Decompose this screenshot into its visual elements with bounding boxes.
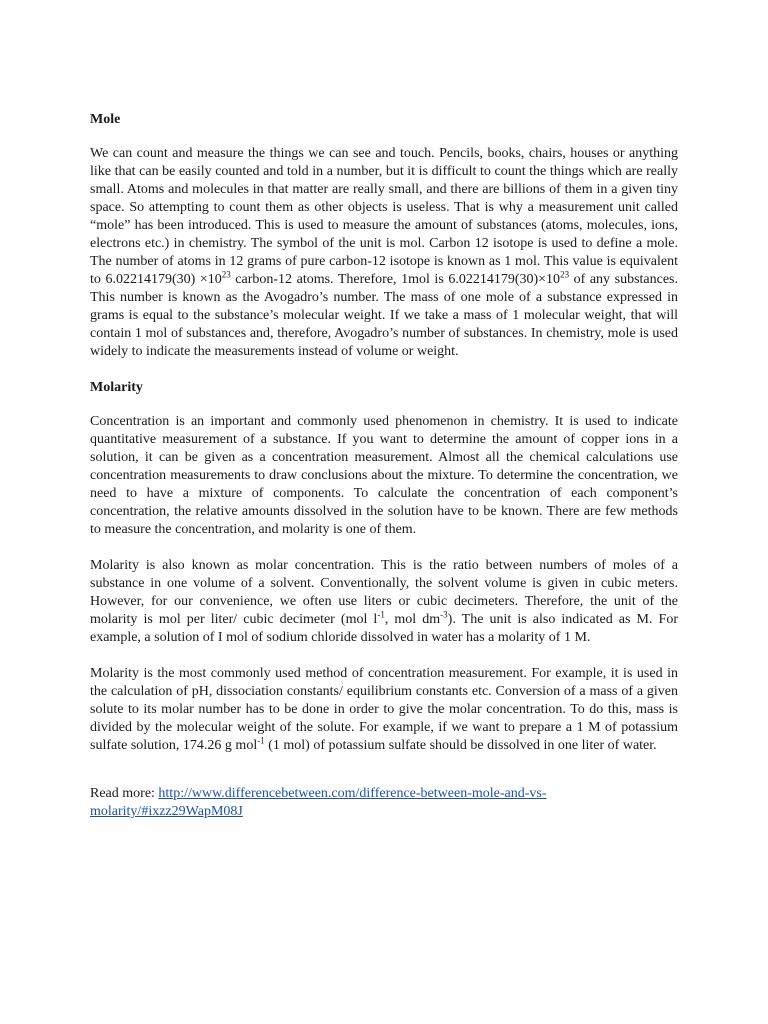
text-run: Molarity is the most commonly used method of concentration measurement. For example, it is used in the calculation of pH, dissociation constants/ equilibrium constants etc. Conversion of a mass of a given solute to its molar number has to be done in order to give the molar concentration. To do this, mass is divided by the molecular weight of the solute. For example, if we want to prepare a 1 M of potassium sulfate solution, 174.26 g mol bbox=[90, 666, 678, 753]
read-more bbox=[90, 785, 678, 821]
superscript: -1 bbox=[257, 735, 265, 746]
heading-molarity: Molarity bbox=[90, 380, 143, 395]
heading-mole: Mole bbox=[90, 112, 121, 127]
text-run: ). The unit is also indicated as M. For example, a solution of I mol of sodium chloride dissolved in water has a molarity of 1 M. bbox=[90, 612, 678, 645]
superscript: 23 bbox=[221, 269, 231, 280]
text-run: carbon-12 atoms. Therefore, 1mol is 6.02214179(30)×10 bbox=[230, 272, 561, 287]
paragraph-molarity-2 bbox=[90, 557, 678, 647]
document-page bbox=[90, 111, 678, 821]
superscript: -1 bbox=[377, 609, 385, 620]
text-run: (1 mol) of potassium sulfate should be dissolved in one liter of water. bbox=[264, 738, 657, 753]
source-link[interactable]: http://www.differencebetween.com/difference-between-mole-and-vs-molarity/#ixzz29WapM08J bbox=[90, 786, 547, 819]
read-more-label: Read more: bbox=[90, 786, 159, 801]
text-run: Molarity is also known as molar concentration. This is the ratio between numbers of moles of a substance in one volume of a solvent. Conventionally, the solvent volume is given in cubic meters. However, for our convenience, we often use liters or cubic decimeters. Therefore, the unit of the molarity is mol per liter/ cubic decimeter (mol l bbox=[90, 558, 678, 627]
text-run: , mol dm bbox=[384, 612, 441, 627]
text-run: We can count and measure the things we can see and touch. Pencils, books, chairs, houses or anything like that can be easily counted and told in a number, but it is difficult to count the things which are really small. Atoms and molecules in that matter are really small, and there are billions of them in a given tiny space. So attempting to count them as other objects is useless. That is why a measurement unit called “mole” has been introduced. This is used to measure the amount of substances (atoms, molecules, ions, electrons etc.) in chemistry. The symbol of the unit is mol. Carbon 12 isotope is used to define a mole. The number of atoms in 12 grams of pure carbon-12 isotope is known as 1 mol. This value is equivalent to 6.02214179(30) ×10 bbox=[90, 146, 678, 287]
paragraph-molarity-1: Concentration is an important and commonly used phenomenon in chemistry. It is used to indicate quantitative measurement of a substance. If you want to determine the amount of copper ions in a solution, it can be given as a concentration measurement. Almost all the chemical calculations use concentration measurements to draw conclusions about the mixture. To determine the concentration, we need to have a mixture of components. To calculate the concentration of each component’s concentration, the relative amounts dissolved in the solution have to be known. There are few methods to measure the concentration, and molarity is one of them. bbox=[90, 414, 678, 537]
paragraph-molarity-3 bbox=[90, 665, 678, 755]
paragraph-mole bbox=[90, 145, 678, 361]
superscript: -3 bbox=[440, 609, 448, 620]
text-run: of any substances. This number is known as the Avogadro’s number. The mass of one mole of a substance expressed in grams is equal to the substance’s molecular weight. If we take a mass of 1 molecular weight, that will contain 1 mol of substances and, therefore, Avogadro’s number of substances. In chemistry, mole is used widely to indicate the measurements instead of volume or weight. bbox=[90, 272, 678, 359]
superscript: 23 bbox=[560, 269, 570, 280]
